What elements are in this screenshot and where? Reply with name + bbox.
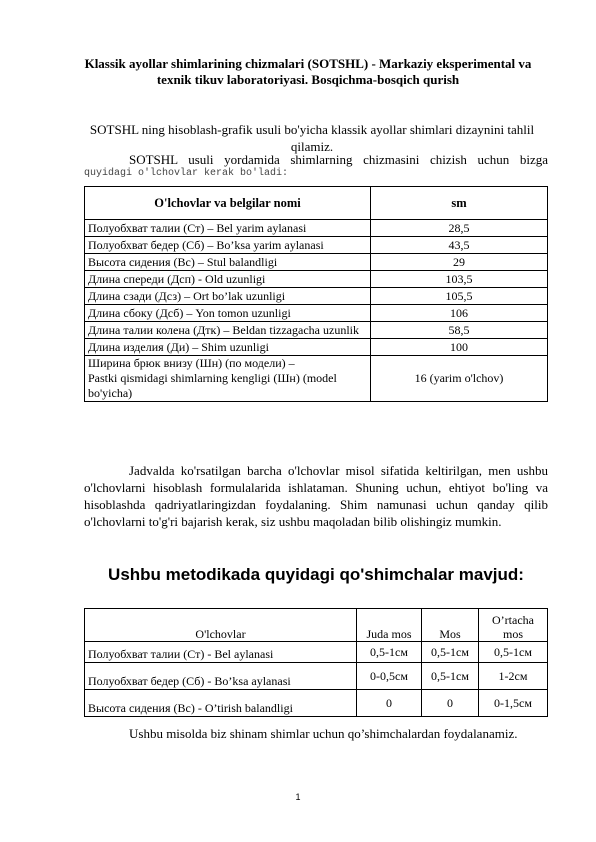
usage-note: Ushbu misolda biz shinam shimlar uchun qo’shimchalardan foydalanamiz. bbox=[129, 726, 518, 741]
row-value: 106 bbox=[371, 305, 548, 322]
row-value: 103,5 bbox=[371, 271, 548, 288]
row-value: 16 (yarim o'lchov) bbox=[371, 356, 548, 402]
row-value: 28,5 bbox=[371, 220, 548, 237]
allowances-table bbox=[84, 608, 548, 717]
row-name: Полуобхват бедер (Сб) – Bo’ksa yarim aylanasi bbox=[85, 237, 371, 254]
table-row bbox=[85, 339, 548, 356]
row-name: Полуобхват бедер (Сб) - Bo’ksa aylanasi bbox=[85, 663, 357, 690]
row-name: Высота сидения (Вс) – Stul balandligi bbox=[85, 254, 371, 271]
row-name: Длина спереди (Дсп) - Old uzunligi bbox=[85, 271, 371, 288]
header-name: O'lchovlar va belgilar nomi bbox=[85, 187, 371, 220]
body-paragraph: Jadvalda ko'rsatilgan barcha o'lchovlar misol sifatida keltirilgan, men ushbu o'lchovlarni hisoblash formulalarida ishlataman. Shuning uchun, ehtiyot bo'ling va hisoblashda qadriyatlaringizdan foydalaning. Shim namunasi uchun qanday qilib o'lchovlarni to'g'ri bajarish kerak, siz ushbu maqoladan bilib olishingiz mumkin. bbox=[84, 463, 548, 529]
table-row bbox=[85, 254, 548, 271]
header-very-fit: Juda mos bbox=[357, 609, 422, 642]
row-name bbox=[85, 356, 371, 402]
table-row bbox=[85, 690, 548, 717]
row-name: Длина сбоку (Дсб) – Yon tomon uzunligi bbox=[85, 305, 371, 322]
table-header-row bbox=[85, 609, 548, 642]
page-title: Klassik ayollar shimlarining chizmalari (SOTSHL) - Markaziy eksperimental va texnik tikuv laboratoriyasi. Bosqichma-bosqich qurish bbox=[84, 56, 532, 87]
intro-text: SOTSHL usuli yordamida shimlarning chizmasini chizish uchun bizga bbox=[129, 152, 548, 167]
row-value: 0 bbox=[422, 690, 479, 717]
table-row bbox=[85, 237, 548, 254]
row-value: 58,5 bbox=[371, 322, 548, 339]
row-value: 100 bbox=[371, 339, 548, 356]
table-row bbox=[85, 322, 548, 339]
subtitle: SOTSHL ning hisoblash-grafik usuli bo'yicha klassik ayollar shimlari dizaynini tahlil qilamiz. bbox=[89, 122, 535, 154]
table-row bbox=[85, 663, 548, 690]
header-unit: sm bbox=[371, 187, 548, 220]
row-value: 0,5-1см bbox=[479, 642, 548, 663]
row-name-line1: Ширина брюк внизу (Шн) (по модели) – bbox=[88, 356, 295, 370]
table-row bbox=[85, 271, 548, 288]
header-measurements: O'lchovlar bbox=[85, 609, 357, 642]
row-value: 29 bbox=[371, 254, 548, 271]
intro-mono-text: quyidagi o'lchovlar kerak bo'ladi: bbox=[84, 168, 289, 179]
table-header-row bbox=[85, 187, 548, 220]
row-name: Полуобхват талии (Ст) – Bel yarim aylanasi bbox=[85, 220, 371, 237]
row-value: 0 bbox=[357, 690, 422, 717]
row-value: 1-2см bbox=[479, 663, 548, 690]
row-value: 0-0,5см bbox=[357, 663, 422, 690]
row-name-line2: Pastki qismidagi shimlarning kengligi (Шн) (model bo'yicha) bbox=[88, 371, 337, 400]
table-row bbox=[85, 356, 548, 402]
row-value: 43,5 bbox=[371, 237, 548, 254]
row-value: 0,5-1см bbox=[357, 642, 422, 663]
measurements-table bbox=[84, 186, 548, 402]
row-name: Полуобхват талии (Ст) - Bel aylanasi bbox=[85, 642, 357, 663]
row-name: Длина сзади (Дсз) – Ort bo’lak uzunligi bbox=[85, 288, 371, 305]
table-row bbox=[85, 305, 548, 322]
row-name: Высота сидения (Вс) - O’tirish balandligi bbox=[85, 690, 357, 717]
table-row bbox=[85, 220, 548, 237]
header-fit: Mos bbox=[422, 609, 479, 642]
row-name: Длина изделия (Ди) – Shim uzunligi bbox=[85, 339, 371, 356]
row-value: 0,5-1см bbox=[422, 642, 479, 663]
page-number: 1 bbox=[295, 792, 301, 802]
row-value: 0,5-1см bbox=[422, 663, 479, 690]
section-heading: Ushbu metodikada quyidagi qo'shimchalar mavjud: bbox=[108, 565, 524, 584]
row-value: 0-1,5см bbox=[479, 690, 548, 717]
header-medium-fit: O’rtacha mos bbox=[479, 609, 548, 642]
table-row bbox=[85, 642, 548, 663]
row-name: Длина талии колена (Дтк) – Beldan tizzagacha uzunlik bbox=[85, 322, 371, 339]
row-value: 105,5 bbox=[371, 288, 548, 305]
table-row bbox=[85, 288, 548, 305]
